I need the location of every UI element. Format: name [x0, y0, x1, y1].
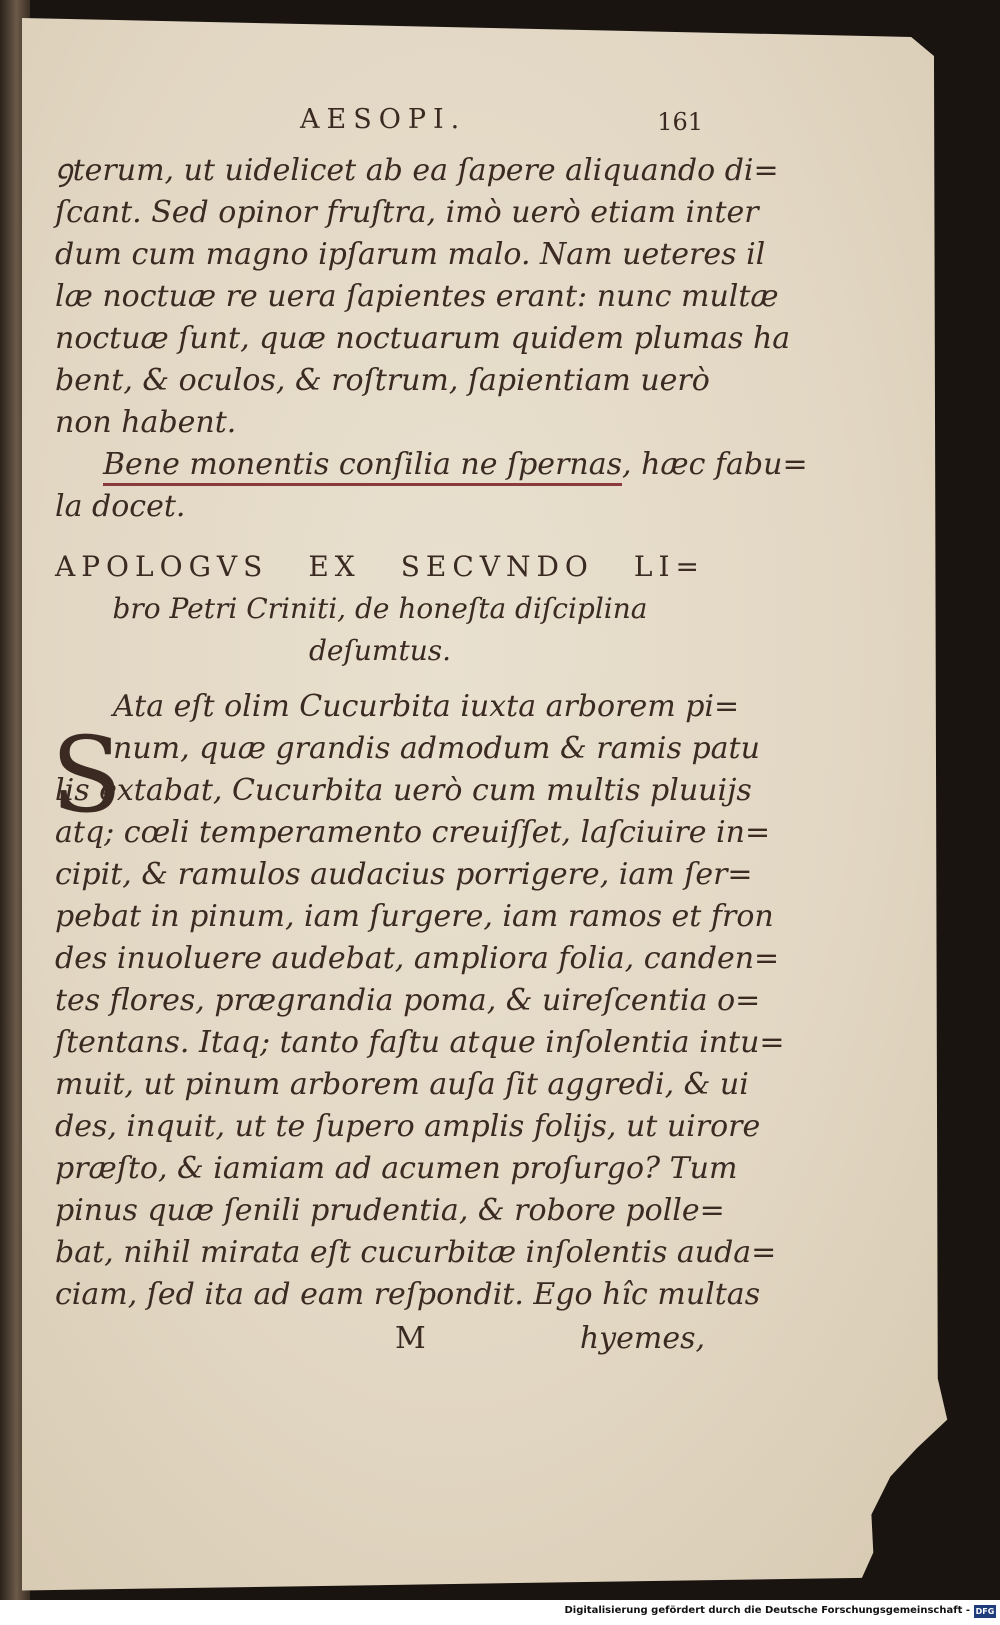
footer-credit-text: Digitalisierung gefördert durch die Deutsche Forschungsgemeinschaft - — [564, 1605, 970, 1616]
text-line: des inuoluere audebat, ampliora folia, canden= — [55, 941, 780, 976]
heading-line-3: deſumtus. — [309, 634, 451, 667]
text-line: muit, ut pinum arborem auſa ſit aggredi, & ui — [55, 1067, 749, 1102]
text-line: pinus quæ ſenili prudentia, & robore polle= — [55, 1193, 725, 1228]
text-line: bat, nihil mirata eſt cucurbitæ inſolentis auda= — [55, 1235, 777, 1270]
text-line: dum cum magno ipſarum malo. Nam ueteres il — [55, 237, 766, 272]
heading-line-1: APOLOGVS EX SECVNDO LI= — [55, 550, 705, 583]
page-number: 161 — [657, 108, 703, 136]
signature-mark: M — [395, 1321, 426, 1356]
text-line: atq; cœli temperamento creuiſſet, laſciuire in= — [55, 815, 771, 850]
running-head — [55, 100, 705, 140]
text-line: præſto, & iamiam ad acumen proſurgo? Tum — [55, 1151, 738, 1186]
text-line: cipit, & ramulos audacius porrigere, iam ſer= — [55, 857, 753, 892]
moral-line — [103, 444, 808, 486]
running-head-title: AESOPI. — [300, 104, 467, 135]
catchword: hyemes, — [579, 1321, 705, 1356]
moral-underlined-text: Bene monentis conſilia ne ſpernas — [103, 447, 622, 486]
text-line: des, inquit, ut te ſupero amplis folijs, ut uirore — [55, 1109, 761, 1144]
dfg-logo: DFG — [975, 1607, 995, 1616]
moral-line-2: la docet. — [55, 489, 186, 524]
text-line: tes flores, prægrandia poma, & uireſcentia o= — [55, 983, 761, 1018]
text-line: Ata eſt olim Cucurbita iuxta arborem pi= — [113, 689, 740, 724]
text-line: ſtentans. Itaq; tanto faſtu atque inſolentia intu= — [55, 1025, 785, 1060]
text-line: ſcant. Sed opinor fruſtra, imò uerò etiam inter — [55, 195, 759, 230]
catchword-line — [55, 1318, 705, 1360]
drop-capital: S — [51, 714, 123, 836]
text-line: læ noctuæ re uera ſapientes erant: nunc multæ — [55, 279, 779, 314]
heading-line-2: bro Petri Criniti, de honeſta diſciplina — [112, 592, 648, 625]
text-line: non habent. — [55, 405, 237, 440]
text-line: ciam, ſed ita ad eam reſpondit. Ego hîc multas — [55, 1277, 761, 1312]
text-line: bent, & oculos, & roſtrum, ſapientiam uerò — [55, 363, 710, 398]
text-line: num, quæ grandis admodum & ramis patu — [113, 731, 760, 766]
text-line: lis extabat, Cucurbita uerò cum multis pluuijs — [55, 773, 752, 808]
text-line: ꝯterum, ut uidelicet ab ea ſapere aliquando di= — [55, 153, 779, 188]
moral-rest-text: , hæc fabu= — [622, 447, 808, 482]
text-line: pebat in pinum, iam ſurgere, iam ramos et fron — [55, 899, 774, 934]
digitization-footer — [0, 1600, 1000, 1625]
text-line: noctuæ ſunt, quæ noctuarum quidem plumas ha — [55, 321, 791, 356]
